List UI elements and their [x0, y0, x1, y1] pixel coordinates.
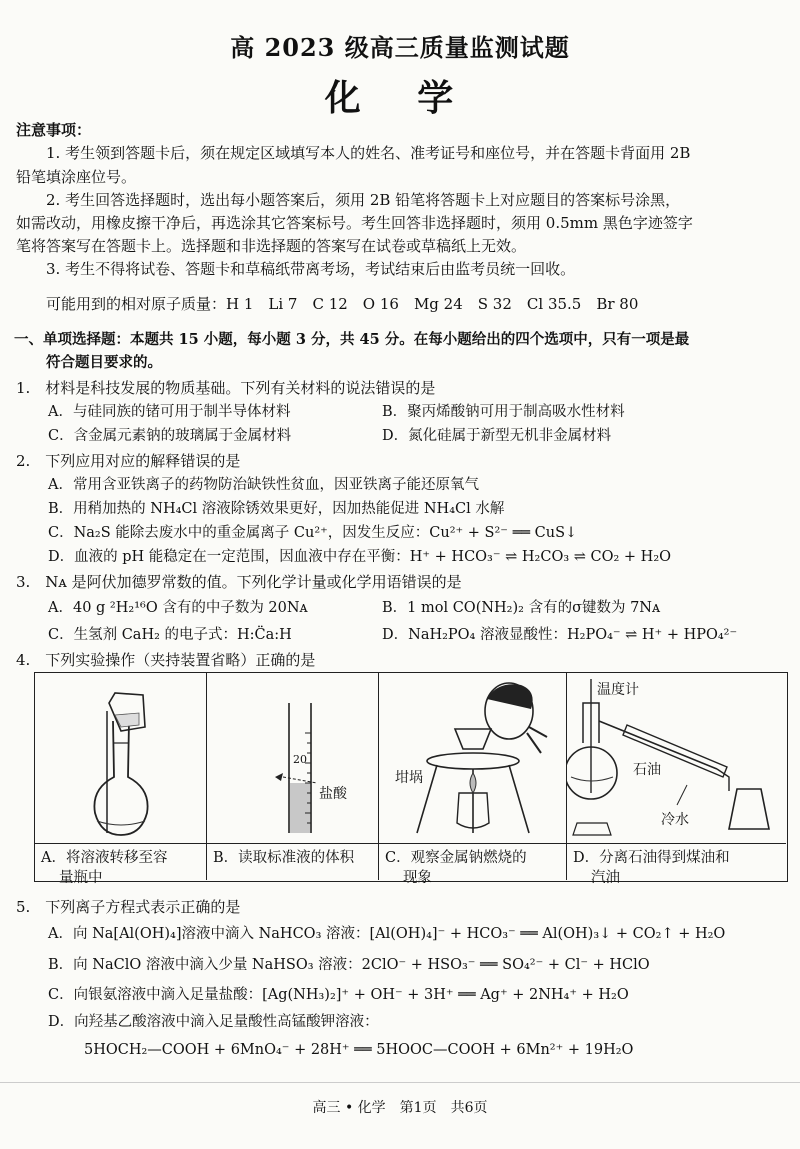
- q3-option-c: C．生氢剂 CaH₂ 的电子式：H:C̈a:H: [48, 627, 292, 643]
- q5-option-d-equation: 5HOCH₂—COOH + 6MnO₄⁻ + 28H⁺ ══ 5HOOC—COOH + 6Mn²⁺ + 19H₂O: [84, 1042, 634, 1058]
- q5-option-c: C．向银氨溶液中滴入足量盐酸：[Ag(NH₃)₂]⁺ + OH⁻ + 3H⁺ ══ Ag⁺ + 2NH₄⁺ + H₂O: [48, 987, 629, 1003]
- q1-option-a: A．与硅同族的锗可用于制半导体材料: [48, 404, 291, 420]
- oil-label: 石油: [633, 762, 661, 778]
- exam-title: 高 2023 级高三质量监测试题: [230, 33, 570, 62]
- q2-option-b: B．用稍加热的 NH₄Cl 溶液除锈效果更好，因加热能促进 NH₄Cl 水解: [48, 501, 505, 517]
- experiment-c: [379, 673, 567, 886]
- acid-label: 盐酸: [319, 786, 347, 802]
- experiment-table: [34, 672, 788, 886]
- experiment-d: [567, 673, 786, 886]
- q3-option-a: A．40 g ²H₂¹⁶O 含有的中子数为 20Nᴀ: [48, 600, 308, 616]
- q2-option-d: D．血液的 pH 能稳定在一定范围，因血液中存在平衡：H⁺ + HCO₃⁻ ⇌ H₂CO₃ ⇌ CO₂ + H₂O: [48, 549, 672, 565]
- section-heading: 一、单项选择题：本题共 15 小题，每小题 3 分，共 45 分。在每小题给出的四个选项中，只有一项是最: [14, 331, 690, 348]
- experiment-a: [35, 673, 207, 886]
- experiment-d-caption: D．分离石油得到煤油和 汽油: [567, 843, 786, 880]
- q3-option-b: B．1 mol CO(NH₂)₂ 含有的σ键数为 7Nᴀ: [382, 600, 661, 616]
- crucible-illustration: [379, 673, 567, 843]
- footer-rule: [0, 1082, 800, 1083]
- q5-option-b: B．向 NaClO 溶液中滴入少量 NaHSO₃ 溶液：2ClO⁻ + HSO₃⁻ ══ SO₄²⁻ + Cl⁻ + HClO: [48, 957, 650, 973]
- q3-option-d: D．NaH₂PO₄ 溶液显酸性：H₂PO₄⁻ ⇌ H⁺ + HPO₄²⁻: [382, 627, 738, 643]
- volumetric-flask-illustration: [35, 673, 207, 843]
- q5-option-a: A．向 Na[Al(OH)₄]溶液中滴入 NaHCO₃ 溶液：[Al(OH)₄]⁻ + HCO₃⁻ ══ Al(OH)₃↓ + CO₂↑ + H₂O: [48, 926, 726, 942]
- crucible-label: 坩埚: [395, 770, 423, 786]
- q1-option-d: D．氮化硅属于新型无机非金属材料: [382, 428, 612, 444]
- buret-scale-label: 20: [293, 753, 307, 766]
- notice-line: 1. 考生领到答题卡后，须在规定区域填写本人的姓名、准考证号和座位号，并在答题卡背面用 2B: [46, 144, 691, 162]
- notice-line: 如需改动，用橡皮擦干净后，再选涂其它答案标号。考生回答非选择题时，须用 0.5mm 黑色字迹签字: [16, 214, 693, 232]
- thermometer-label: 温度计: [597, 682, 639, 698]
- q2-option-c: C．Na₂S 能除去废水中的重金属离子 Cu²⁺，因发生反应：Cu²⁺ + S²⁻ ══ CuS↓: [48, 525, 578, 541]
- cold-water-label: 冷水: [661, 812, 689, 828]
- q1-option-b: B．聚丙烯酸钠可用于制高吸水性材料: [382, 404, 625, 420]
- experiment-c-caption: C．观察金属钠燃烧的 现象: [379, 843, 566, 880]
- experiment-b-caption: B．读取标准液的体积: [207, 843, 378, 880]
- experiment-b: [207, 673, 379, 880]
- notice-line: 铅笔填涂座位号。: [16, 168, 137, 186]
- q1-option-c: C．含金属元素钠的玻璃属于金属材料: [48, 428, 292, 444]
- q2-option-a: A．常用含亚铁离子的药物防治缺铁性贫血，因亚铁离子能还原氧气: [48, 477, 479, 493]
- q2-stem: 2. 下列应用对应的解释错误的是: [16, 452, 241, 470]
- atomic-masses: 可能用到的相对原子质量：H 1 Li 7 C 12 O 16 Mg 24 S 32 Cl 35.5 Br 80: [46, 295, 639, 313]
- q3-stem: 3. Nᴀ 是阿伏加德罗常数的值。下列化学计量或化学用语错误的是: [16, 573, 462, 591]
- experiment-a-caption: A．将溶液转移至容 量瓶中: [35, 843, 206, 880]
- q1-stem: 1. 材料是科技发展的物质基础。下列有关材料的说法错误的是: [16, 379, 436, 397]
- page-footer: 高三 • 化学 第1页 共6页: [312, 1100, 488, 1116]
- section-heading: 符合题目要求的。: [46, 354, 162, 371]
- notice-line: 2. 考生回答选择题时，选出每小题答案后，须用 2B 铅笔将答题卡上对应题目的答案标号涂黑，: [46, 191, 681, 209]
- notice-heading: 注意事项：: [16, 121, 92, 139]
- q5-option-d: D．向羟基乙酸溶液中滴入足量酸性高锰酸钾溶液：: [48, 1014, 379, 1030]
- notice-line: 3. 考生不得将试卷、答题卡和草稿纸带离考场，考试结束后由监考员统一回收。: [46, 260, 576, 278]
- q4-stem: 4. 下列实验操作（夹持装置省略）正确的是: [16, 651, 316, 669]
- q5-stem: 5. 下列离子方程式表示正确的是: [16, 898, 241, 916]
- subject-title: 化 学: [324, 77, 476, 119]
- notice-line: 笔将答案写在答题卡上。选择题和非选择题的答案写在试卷或草稿纸上无效。: [16, 237, 527, 255]
